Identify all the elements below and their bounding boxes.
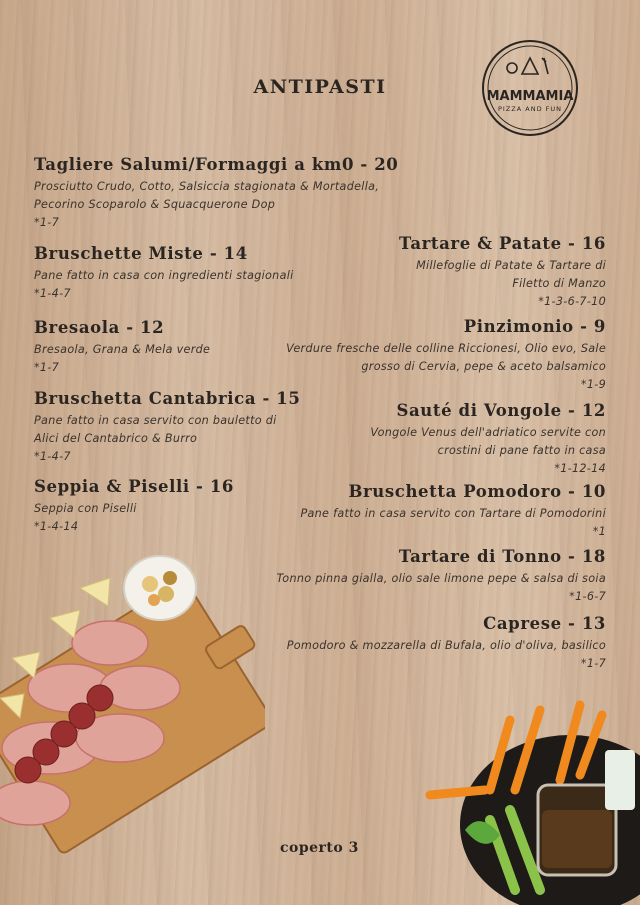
menu-item: Bruschette Miste - 14 Pane fatto in casa con ingredienti stagionali *1-4-7 [34, 244, 294, 300]
menu-item: Caprese - 13 Pomodoro & mozzarella di Bufala, olio d'oliva, basilico *1-7 [286, 614, 606, 670]
menu-item: Bruschetta Pomodoro - 10 Pane fatto in casa servito con Tartare di Pomodorini *1 [300, 482, 606, 538]
menu-item: Tagliere Salumi/Formaggi a km0 - 20 Prosciutto Crudo, Cotto, Salsiccia stagionata & Mortadella, Pecorino Scoparolo & Squacquerone Dop *1-7 [34, 155, 399, 229]
page-title: ANTIPASTI [253, 76, 387, 98]
svg-text:MAMMAMIA: MAMMAMIA [486, 89, 574, 104]
cover-charge: coperto 3 [280, 840, 359, 856]
pizza-fork-icon [507, 58, 548, 74]
menu-item: Bruschetta Cantabrica - 15 Pane fatto in casa servito con bauletto di Alici del Cantabrico & Burro *1-4-7 [34, 389, 301, 463]
menu-item: Seppia & Piselli - 16 Seppia con Piselli *1-4-14 [34, 477, 234, 533]
menu-item: Tartare di Tonno - 18 Tonno pinna gialla, olio sale limone pepe & salsa di soia *1-6-7 [276, 547, 606, 603]
charcuterie-board-image [0, 548, 265, 858]
menu-item: Bresaola - 12 Bresaola, Grana & Mela verde *1-7 [34, 318, 211, 374]
brand-logo [476, 38, 584, 138]
menu-item: Sauté di Vongole - 12 Vongole Venus dell'adriatico servite con crostini di pane fatto in casa *1-12-14 [370, 401, 606, 475]
svg-text:PIZZA AND FUN: PIZZA AND FUN [498, 105, 562, 113]
menu-item: Tartare & Patate - 16 Millefoglie di Patate & Tartare di Filetto di Manzo *1-3-6-7-10 [399, 234, 606, 308]
menu-item: Pinzimonio - 9 Verdure fresche delle colline Riccionesi, Olio evo, Sale grosso di Cervia, pepe & aceto balsamico *1-9 [286, 317, 606, 391]
vegetables-image [420, 690, 640, 905]
